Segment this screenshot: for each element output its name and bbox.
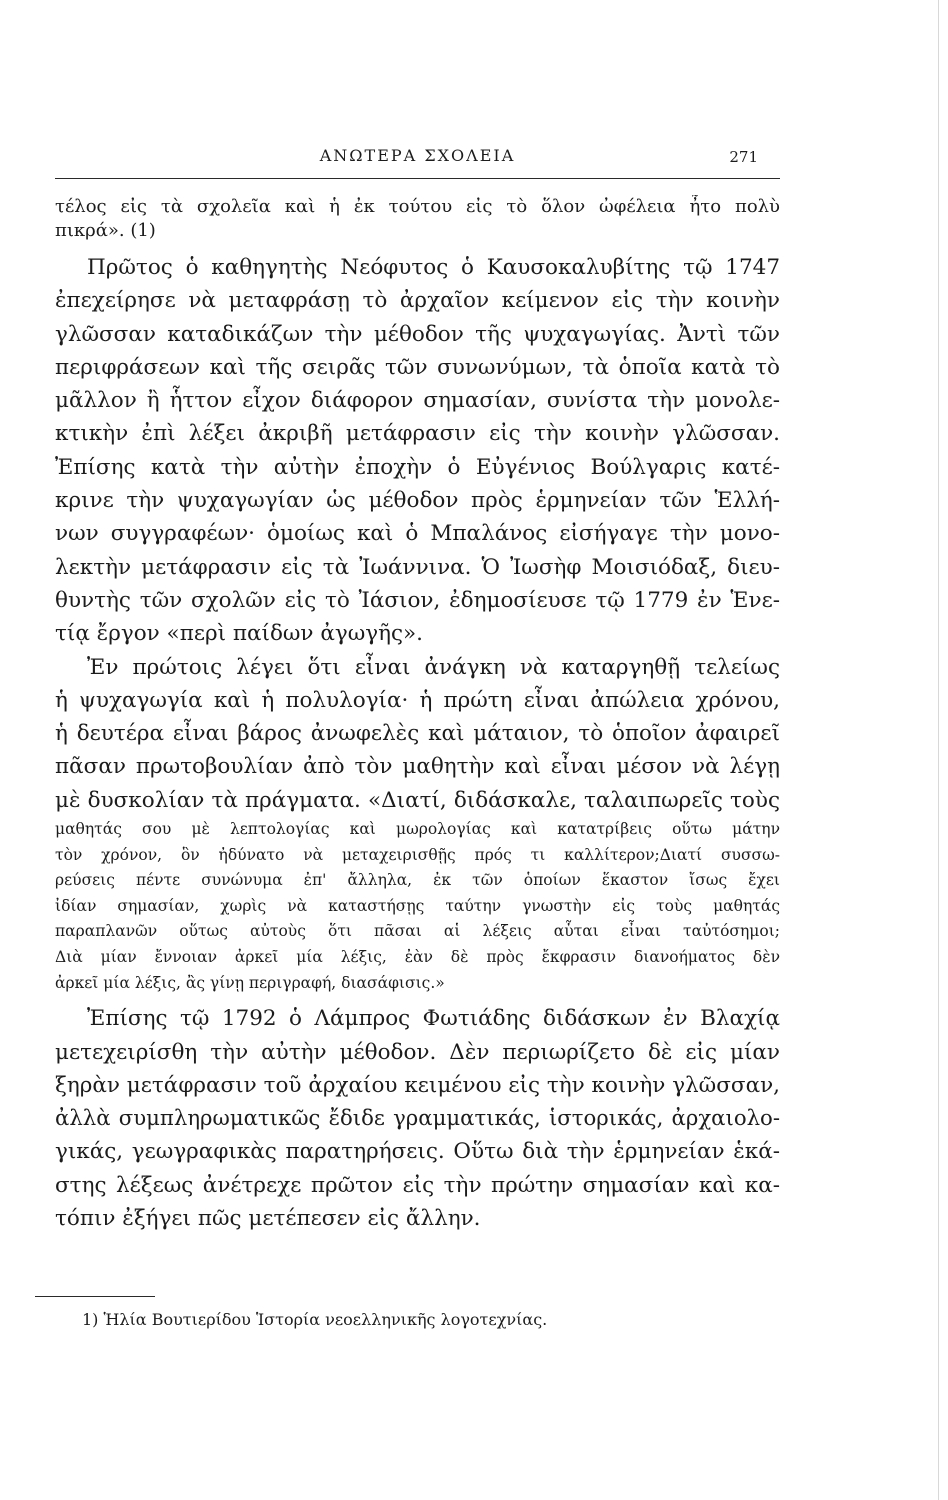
text-line: μετεχειρίσθη τὴν αὐτὴν μέθοδον. Δὲν περιωρίζετο δὲ εἰς μίαν [55,1039,780,1065]
quote-line: Διὰ μίαν ἔννοιαν ἀρκεῖ μία λέξις, ἐὰν δὲ πρὸς ἔκφρασιν διανοήματος δὲν [55,948,780,967]
text-line: ἡ δευτέρα εἶναι βάρος ἀνωφελὲς καὶ μάταιον, τὸ ὁποῖον ἀφαιρεῖ [55,721,780,747]
text-line: θυντὴς τῶν σχολῶν εἰς τὸ Ἰάσιον, ἐδημοσίευσε τῷ 1779 ἐν Ἑνε- [55,587,780,613]
text-line: ξηρὰν μετάφρασιν τοῦ ἀρχαίου κειμένου εἰς τὴν κοινὴν γλῶσσαν, [55,1072,780,1098]
text-line: λεκτὴν μετάφρασιν εἰς τὰ Ἰωάννινα. Ὁ Ἰωσὴφ Μοισιόδαξ, διευ- [55,554,780,580]
text-line: μᾶλλον ἢ ἧττον εἶχον διάφορον σημασίαν, συνίστα τὴν μονολε- [55,388,780,414]
footnote-rule [35,1296,155,1297]
paragraph [55,251,780,651]
text-line: ἀλλὰ συμπληρωματικῶς ἔδιδε γραμματικάς, ἱστορικάς, ἀρχαιολο- [55,1106,780,1132]
text-line: Ἐπίσης τῷ 1792 ὁ Λάμπρος Φωτιάδης διδάσκων ἐν Βλαχίᾳ [87,1006,780,1032]
text-line: πᾶσαν πρωτοβουλίαν ἀπὸ τὸν μαθητὴν καὶ εἶναι μέσον νὰ λέγῃ [55,754,780,780]
text-line: περιφράσεων καὶ τῆς σειρᾶς τῶν συνωνύμων, τὰ ὁποῖα κατὰ τὸ [55,354,780,380]
quote-line: παραπλανῶν οὕτως αὐτοὺς ὅτι πᾶσαι αἱ λέξεις αὗται εἶναι ταὐτόσημοι; [55,922,780,941]
text-line: στης λέξεως ἀνέτρεχε πρῶτον εἰς τὴν πρώτην σημασίαν καὶ κα- [55,1172,780,1198]
text-line: νων συγγραφέων· ὁμοίως καὶ ὁ Μπαλάνος εἰσήγαγε τὴν μονο- [55,521,780,547]
text-line: Πρῶτος ὁ καθηγητὴς Νεόφυτος ὁ Καυσοκαλυβίτης τῷ 1747 [87,255,780,280]
text-line: τόπιν ἐξήγει πῶς μετέπεσεν εἰς ἄλλην. [55,1205,481,1231]
text-line: τέλος εἰς τὰ σχολεῖα καὶ ἡ ἐκ τούτου εἰς τὸ ὅλον ὠφέλεια ἦτο πολὺ [55,196,780,217]
quote-line: ρεύσεις πέντε συνώνυμα ἐπ' ἄλληλα, ἐκ τῶν ὁποίων ἕκαστον ἴσως ἔχει [55,871,780,890]
text-line: Ἐπίσης κατὰ τὴν αὐτὴν ἐποχὴν ὁ Εὐγένιος Βούλγαρις κατέ- [55,454,780,480]
text-line: Ἐν πρώτοις λέγει ὅτι εἶναι ἀνάγκη νὰ καταργηθῇ τελείως [87,654,780,680]
text-line: πικρά». (1) [55,220,156,241]
running-head: ΑΝΩΤΕΡΑ ΣΧΟΛΕΙΑ [319,146,516,165]
page-number: 271 [729,148,758,166]
text-line: ἐπεχείρησε νὰ μεταφράσῃ τὸ ἀρχαῖον κείμενον εἰς τὴν κοινὴν [55,288,780,314]
text-line: τίᾳ ἔργον «περὶ παίδων ἀγωγῆς». [55,621,423,647]
text-line: κρινε τὴν ψυχαγωγίαν ὡς μέθοδον πρὸς ἑρμηνείαν τῶν Ἑλλή- [55,488,780,514]
quote-line: ἀρκεῖ μία λέξις, ἂς γίνῃ περιγραφή, διασάφισις.» [55,973,445,992]
quotation-block [55,817,780,996]
paragraph-continuation [55,195,780,243]
paragraph [55,651,780,817]
page-header [55,144,780,172]
page-edge-line [938,0,939,1500]
text-line: γικάς, γεωγραφικὰς παρατηρήσεις. Οὕτω διὰ τὴν ἑρμηνείαν ἑκά- [55,1139,780,1165]
header-rule [55,178,780,179]
paragraph [55,1002,780,1235]
text-line: κτικὴν ἐπὶ λέξει ἀκριβῆ μετάφρασιν εἰς τὴν κοινὴν γλῶσσαν. [55,421,780,447]
text-line: ἡ ψυχαγωγία καὶ ἡ πολυλογία· ἡ πρώτη εἶναι ἀπώλεια χρόνου, [55,687,780,713]
quote-line: τὸν χρόνον, ὃν ἠδύνατο νὰ μεταχειρισθῇς πρός τι καλλίτερον;Διατί συσσω- [55,845,780,864]
quote-line: μαθητάς σου μὲ λεπτολογίας καὶ μωρολογίας καὶ κατατρίβεις οὕτω μάτην [55,820,780,839]
text-line: γλῶσσαν καταδικάζων τὴν μέθοδον τῆς ψυχαγωγίας. Ἀντὶ τῶν [55,321,780,347]
quote-line: ἰδίαν σημασίαν, χωρὶς νὰ καταστήσῃς ταύτην γνωστὴν εἰς τοὺς μαθητάς [55,896,780,915]
page-body [55,195,780,1235]
footnote: 1) Ἡλία Βουτιερίδου Ἱστορία νεοελληνικῆς λογοτεχνίας. [82,1310,548,1329]
text-line: μὲ δυσκολίαν τὰ πράγματα. «Διατί, διδάσκαλε, ταλαιπωρεῖς τοὺς [55,787,780,813]
